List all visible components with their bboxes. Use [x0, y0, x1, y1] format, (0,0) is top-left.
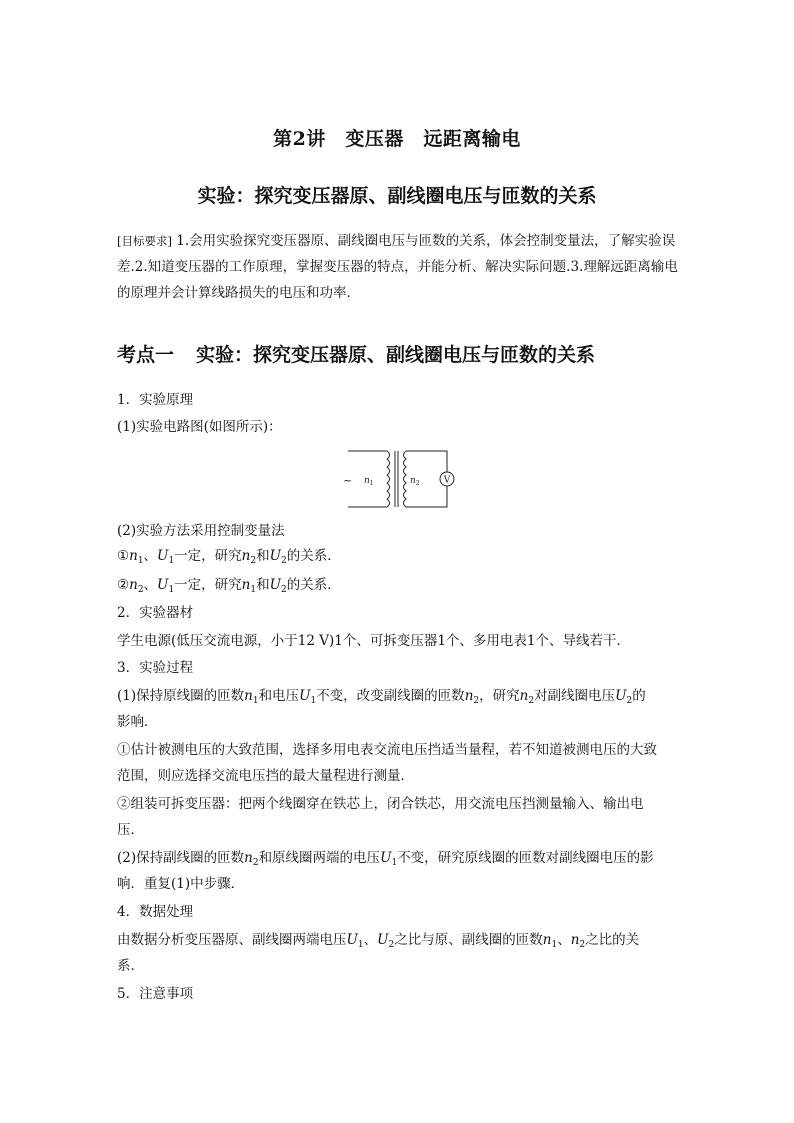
primary-coil: [387, 451, 390, 507]
procedure-1-line-2: 影响．: [117, 714, 158, 730]
secondary-wire-top: [406, 451, 447, 472]
voltmeter-label: V: [443, 475, 451, 486]
heading-notes: 5．注意事项: [117, 986, 194, 1002]
heading-principle: 1．实验原理: [117, 392, 194, 408]
section-number: 考点一: [117, 344, 175, 366]
experiment-title: 实验：探究变压器原、副线圈电压与匝数的关系: [197, 185, 597, 207]
section-heading: [117, 340, 595, 367]
heading-equipment: 2．实验器材: [117, 605, 194, 621]
label-n2: $n_2$: [410, 476, 420, 487]
circuit-caption: (1)实验电路图(如图所示)：: [117, 419, 282, 435]
lecture-title: 第2讲 变压器 远距离输电: [273, 128, 521, 150]
ac-source-symbol: ~: [343, 474, 353, 487]
data-line-1: 由数据分析变压器原、副线圈两端电压$U_1$、$U_2$之比与原、副线圈的匝数$n_1$、$n_2$之比的关: [117, 932, 640, 950]
heading-data-processing: 4．数据处理: [117, 904, 194, 920]
case-1: $①n_1$、$U_1$一定，研究$n_2$和$U_2$的关系．: [117, 548, 341, 566]
procedure-a-line-2: 范围，则应选择交流电压挡的最大量程进行测量．: [117, 768, 414, 784]
transformer-circuit-diagram: [335, 448, 460, 510]
section-title: 实验：探究变压器原、副线圈电压与匝数的关系: [196, 344, 596, 366]
method-line: (2)实验方法采用控制变量法: [117, 523, 285, 539]
learning-goals: [117, 228, 679, 306]
goal-label: [目标要求]: [117, 234, 172, 248]
heading-procedure: 3．实验过程: [117, 660, 194, 676]
procedure-a-line-1: ①估计被测电压的大致范围，选择多用电表交流电压挡适当量程，若不知道被测电压的大致: [117, 742, 657, 758]
procedure-2-line-2: 响．重复(1)中步骤．: [117, 876, 245, 892]
procedure-b-line-1: ②组装可拆变压器：把两个线圈穿在铁芯上，闭合铁芯，用交流电压挡测量输入、输出电: [117, 796, 644, 812]
goal-text: 1.会用实验探究变压器原、副线圈电压与匝数的关系，体会控制变量法，了解实验误差.2.知道变压器的工作原理，掌握变压器的特点，并能分析、解决实际问题.3.理解远距离输电的原理并会计算线路损失的电压和功率．: [117, 233, 678, 301]
equipment-line: 学生电源(低压交流电源，小于12 V)1个、可拆变压器1个、多用电表1个、导线若干．: [117, 633, 631, 649]
procedure-b-line-2: 压．: [117, 822, 144, 838]
data-line-2: 系．: [117, 958, 144, 974]
procedure-2-line-1: (2)保持副线圈的匝数$n_2$和原线圈两端的电压$U_1$不变，研究原线圈的匝数对副线圈电压的影: [117, 850, 654, 868]
procedure-1-line-1: (1)保持原线圈的匝数$n_1$和电压$U_1$不变，改变副线圈的匝数$n_2$，研究$n_2$对副线圈电压$U_2$的: [117, 688, 646, 706]
label-n1: $n_1$: [364, 476, 374, 487]
case-2: $②n_2$、$U_1$一定，研究$n_1$和$U_2$的关系．: [117, 577, 341, 595]
secondary-wire-bottom: [406, 486, 447, 507]
secondary-coil: [404, 451, 407, 507]
